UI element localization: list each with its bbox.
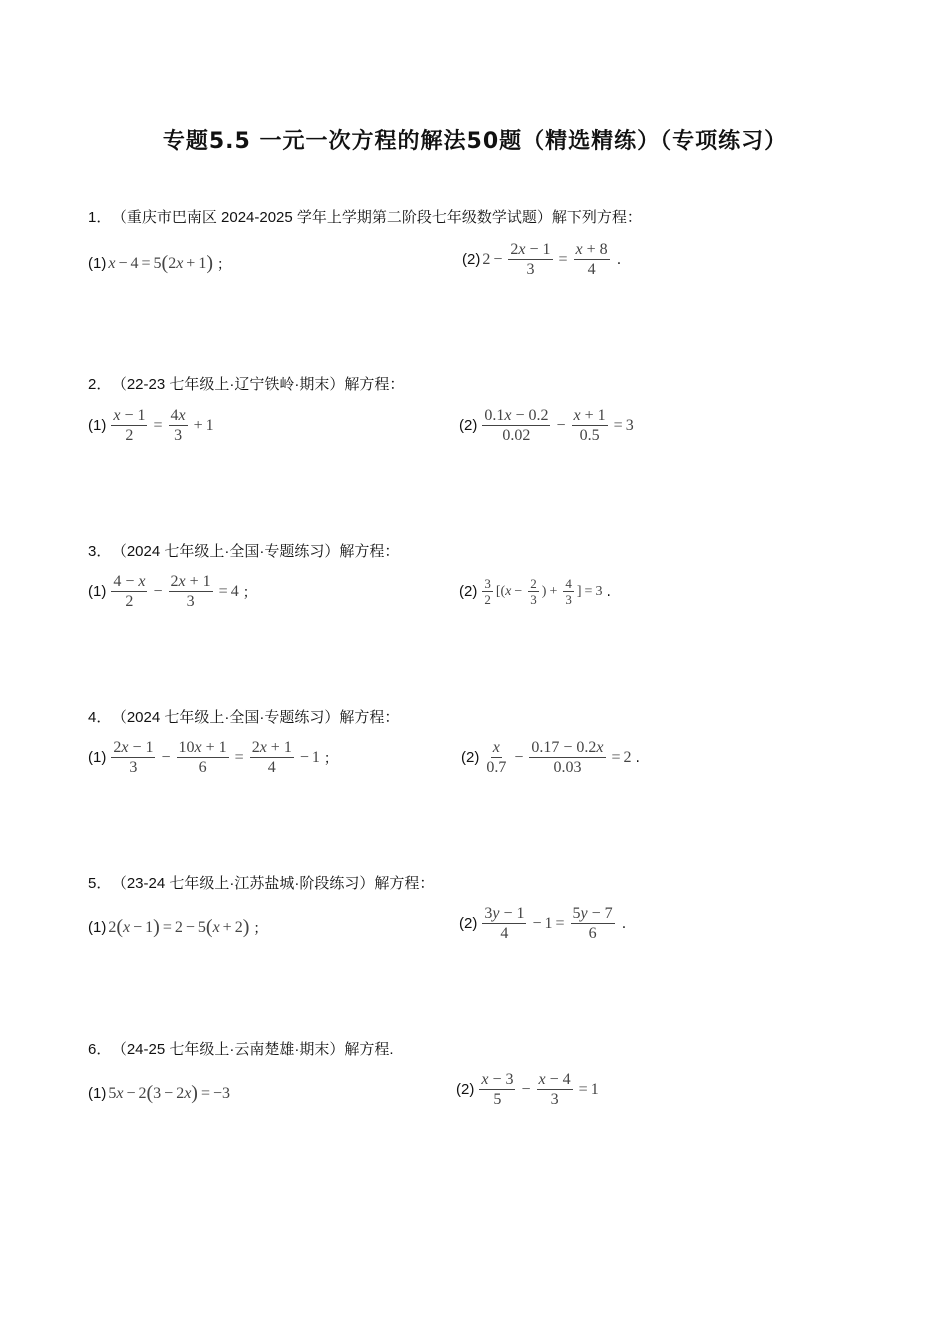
- part-label: (2): [459, 417, 478, 434]
- question-6-header: [88, 1038, 394, 1059]
- question-number: 2．: [88, 376, 112, 393]
- part-label: (2): [456, 1081, 475, 1098]
- question-4-part-1: (1) $\frac{2x - 1}{3}$ − $\frac{10x + 1}{6}$ = $\frac{2x + 1}{4}$ − 1 ；: [88, 739, 338, 776]
- part-label: (1): [88, 417, 107, 434]
- equation: $\frac{0.1x - 0.2}{0.02}$ − $\frac{x + 1}{0.5}$ = 3: [484, 407, 634, 444]
- equation: 2 − $\frac{2x - 1}{3}$ = $\frac{x + 8}{4}$: [482, 241, 608, 278]
- question-source: （24-25 七年级上·云南楚雄·期末）解方程.: [119, 1041, 394, 1058]
- page-title: 专题5.5 一元一次方程的解法50题（精选精练）（专项练习）: [162, 129, 788, 154]
- question-6-part-1: [88, 1082, 230, 1105]
- question-1-part-2: (2) 2 − $\frac{2x - 1}{3}$ = $\frac{x + 8}{4}$ .: [462, 241, 622, 278]
- question-number: 6．: [88, 1041, 112, 1058]
- question-5-part-1: (1) 2 ( x − 1 ) = 2 − 5 ( x + 2 ) ；: [88, 916, 268, 938]
- equation: x − 4 = 5 ( 2 x + 1 ): [108, 252, 213, 274]
- question-source: （22-23 七年级上·辽宁铁岭·期末）解方程：: [119, 376, 405, 393]
- question-6-part-2: [456, 1070, 599, 1109]
- part-label: (1): [88, 583, 107, 600]
- equation: $\frac{x - 1}{2}$ = $\frac{4x}{3}$ + 1: [113, 407, 214, 444]
- question-number: 3．: [88, 543, 112, 560]
- question-number: 5．: [88, 875, 112, 892]
- question-3-header: [88, 540, 399, 561]
- part-label: (2): [462, 251, 481, 268]
- equation: $\frac{3y - 1}{4}$ − 1 = $\frac{5y - 7}{6}$: [484, 905, 613, 942]
- question-4-part-2: (2) $\frac{x}{0.7}$ − $\frac{0.17 - 0.2x}{0.03}$ = 2 .: [461, 739, 640, 776]
- question-2-part-2: [459, 406, 634, 445]
- part-label: (1): [88, 1085, 107, 1102]
- question-source: （2024 七年级上·全国·专题练习）解方程：: [119, 709, 400, 726]
- question-source: （23-24 七年级上·江苏盐城·阶段练习）解方程：: [119, 875, 435, 892]
- equation: $\frac{x}{0.7}$ − $\frac{0.17 - 0.2x}{0.03}$ = 2: [486, 739, 632, 776]
- question-number: 1．: [88, 209, 112, 226]
- question-source: （2024 七年级上·全国·专题练习）解方程：: [119, 543, 400, 560]
- equation: $\frac{2x - 1}{3}$ − $\frac{10x + 1}{6}$ = $\frac{2x + 1}{4}$ − 1: [113, 739, 320, 776]
- question-1-header: [88, 206, 642, 227]
- question-3-part-2: (2) $\frac{3}{2}$ [( x − $\frac{2}{3}$ ) + $\frac{4}{3}$ ] = 3 .: [459, 576, 611, 607]
- question-2-part-1: [88, 406, 214, 445]
- part-label: (1): [88, 255, 107, 272]
- question-5-header: [88, 872, 434, 893]
- part-label: (2): [461, 749, 480, 766]
- part-label: (1): [88, 749, 107, 766]
- question-2-header: [88, 373, 404, 394]
- question-3-part-1: (1) $\frac{4 - x}{2}$ − $\frac{2x + 1}{3}$ = 4 ；: [88, 573, 257, 610]
- question-number: 4．: [88, 709, 112, 726]
- part-label: (2): [459, 583, 478, 600]
- question-1-part-1: (1) x − 4 = 5 ( 2 x + 1 ) ；: [88, 252, 231, 274]
- question-5-part-2: (2) $\frac{3y - 1}{4}$ − 1 = $\frac{5y - 7}{6}$ .: [459, 905, 627, 942]
- question-4-header: [88, 706, 399, 727]
- equation: $\frac{4 - x}{2}$ − $\frac{2x + 1}{3}$ = 4: [113, 573, 239, 610]
- part-label: (1): [88, 919, 107, 936]
- equation: $\frac{x - 3}{5}$ − $\frac{x - 4}{3}$ = 1: [481, 1071, 599, 1108]
- question-source: （重庆市巴南区 2024-2025 学年上学期第二阶段七年级数学试题）解下列方程：: [119, 209, 642, 226]
- equation: 5 x − 2 ( 3 − 2 x ) = −3: [108, 1082, 231, 1104]
- part-label: (2): [459, 915, 478, 932]
- equation: $\frac{3}{2}$ [( x − $\frac{2}{3}$ ) + $\frac{4}{3}$ ] = 3: [484, 576, 603, 607]
- equation: 2 ( x − 1 ) = 2 − 5 ( x + 2 ): [108, 916, 250, 938]
